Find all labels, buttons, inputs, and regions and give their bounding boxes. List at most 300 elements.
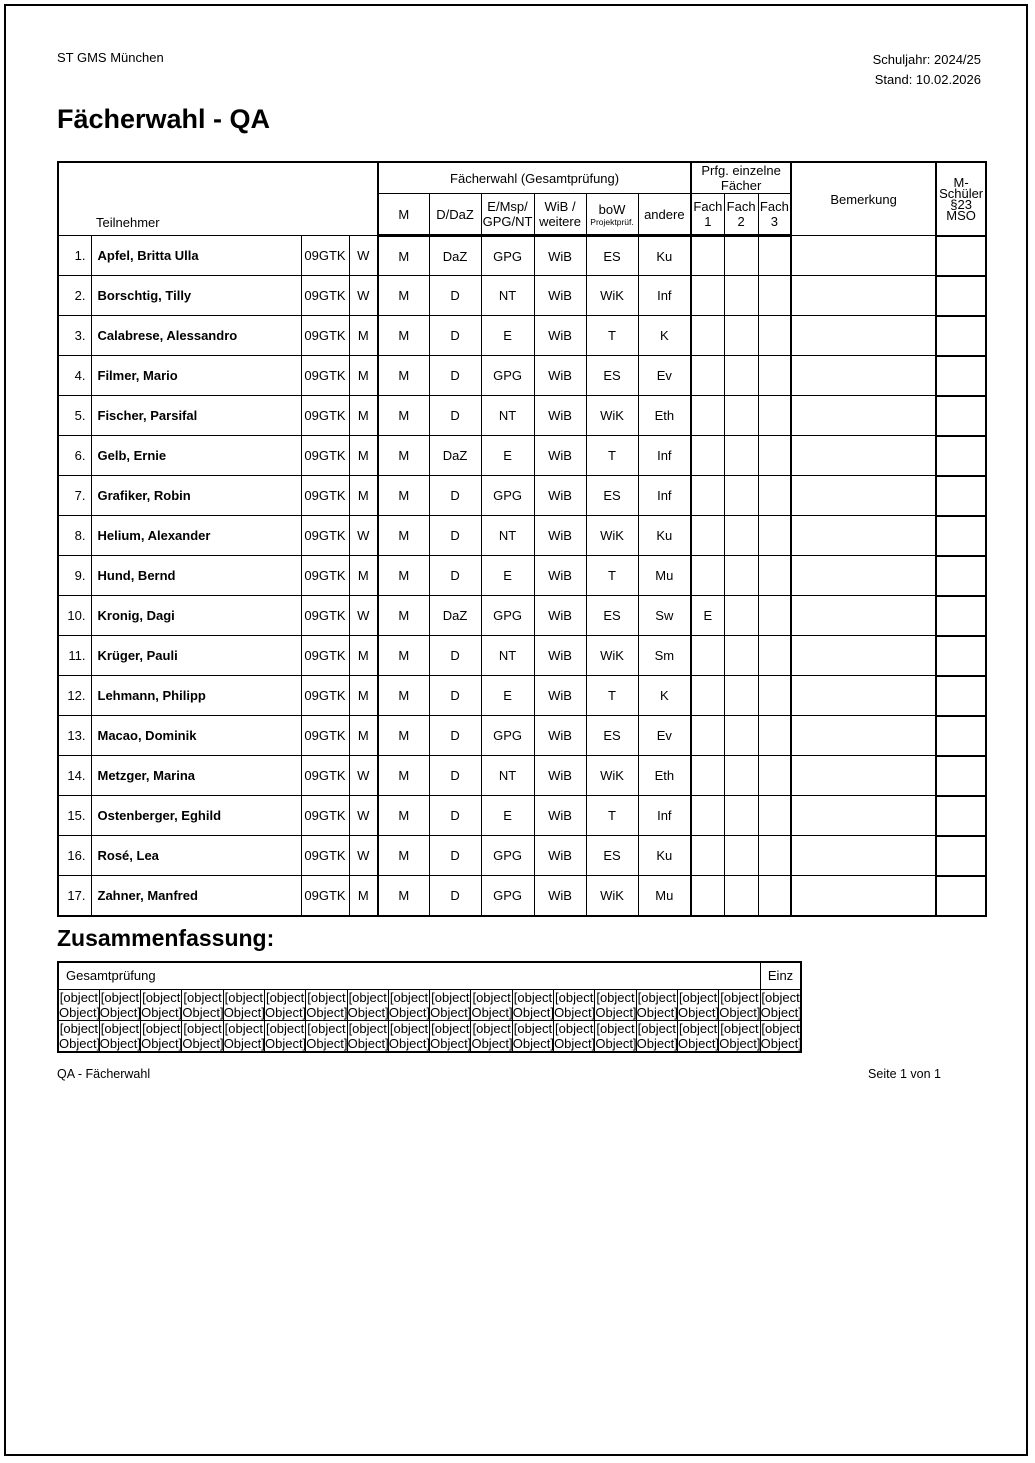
page-footer — [57, 1067, 985, 1081]
student-row — [58, 836, 986, 876]
row-number: 12. — [58, 676, 91, 716]
bemerkung-cell — [791, 876, 936, 916]
student-gender: M — [349, 636, 378, 676]
fach-1-cell — [691, 836, 724, 876]
student-class: 09GTK — [301, 476, 349, 516]
col-header-wib-weitere: WiB / weitere — [534, 194, 586, 236]
student-name: Apfel, Britta Ulla — [91, 236, 301, 276]
subject-m: M — [378, 556, 429, 596]
subject-e-msp-gpg-nt: NT — [481, 636, 534, 676]
row-number: 7. — [58, 476, 91, 516]
summary-subject-count: [object Object] — [388, 1020, 431, 1051]
subject-d-daz: DaZ — [429, 436, 481, 476]
fach-3-cell — [758, 596, 791, 636]
subject-bow: WiK — [586, 876, 638, 916]
student-row — [58, 756, 986, 796]
bemerkung-cell — [791, 396, 936, 436]
summary-subject-count: [object Object] — [223, 1020, 265, 1051]
m-schueler-cell — [936, 636, 986, 676]
row-number: 1. — [58, 236, 91, 276]
summary-subject-label: [object Object] — [677, 989, 720, 1020]
school-year: Schuljahr: 2024/25 — [872, 52, 981, 67]
m-schueler-cell — [936, 596, 986, 636]
student-class: 09GTK — [301, 756, 349, 796]
subject-e-msp-gpg-nt: GPG — [481, 596, 534, 636]
m-schueler-cell — [936, 236, 986, 276]
summary-subject-label: [object Object] — [223, 989, 265, 1020]
summary-subject-count: [object Object] — [595, 1020, 637, 1051]
student-row — [58, 356, 986, 396]
subject-bow: WiK — [586, 276, 638, 316]
fach-3-cell — [758, 276, 791, 316]
student-class: 09GTK — [301, 236, 349, 276]
student-gender: W — [349, 756, 378, 796]
fach-2-cell — [724, 356, 758, 396]
subject-d-daz: D — [429, 636, 481, 676]
subject-d-daz: D — [429, 276, 481, 316]
bemerkung-cell — [791, 636, 936, 676]
subject-bow: WiK — [586, 636, 638, 676]
summary-subject-count: [object Object] — [636, 1020, 678, 1051]
col-header-fach-3: Fach 3 — [758, 194, 791, 236]
student-name: Gelb, Ernie — [91, 436, 301, 476]
subject-bow: WiK — [586, 756, 638, 796]
student-row — [58, 876, 986, 916]
row-number: 15. — [58, 796, 91, 836]
subject-m: M — [378, 596, 429, 636]
bemerkung-cell — [791, 436, 936, 476]
summary-subject-label: [object Object] — [388, 989, 431, 1020]
row-number: 2. — [58, 276, 91, 316]
subject-d-daz: D — [429, 556, 481, 596]
summary-subject-label: [object Object] — [306, 989, 348, 1020]
subject-wib: WiB — [534, 716, 586, 756]
summary-subject-count: [object Object] — [760, 1020, 802, 1051]
student-class: 09GTK — [301, 556, 349, 596]
student-class: 09GTK — [301, 796, 349, 836]
subject-e-msp-gpg-nt: GPG — [481, 716, 534, 756]
fach-1-cell — [691, 356, 724, 396]
subject-e-msp-gpg-nt: NT — [481, 396, 534, 436]
subject-andere: Mu — [638, 876, 691, 916]
col-header-fach-1: Fach 1 — [691, 194, 724, 236]
col-header-bow-projektpruefung: boW Projektprüf. — [586, 194, 638, 236]
m-schueler-cell — [936, 796, 986, 836]
summary-einz-label: Einz — [760, 962, 801, 990]
fach-1-cell — [691, 556, 724, 596]
subject-bow: T — [586, 796, 638, 836]
fach-3-cell — [758, 876, 791, 916]
m-schueler-cell — [936, 756, 986, 796]
summary-subject-count: [object Object] — [182, 1020, 224, 1051]
subject-wib: WiB — [534, 396, 586, 436]
student-gender: M — [349, 396, 378, 436]
subject-d-daz: D — [429, 516, 481, 556]
subject-andere: K — [638, 676, 691, 716]
subject-m: M — [378, 356, 429, 396]
summary-subject-count: [object Object] — [471, 1020, 513, 1051]
bemerkung-cell — [791, 796, 936, 836]
bemerkung-cell — [791, 236, 936, 276]
subject-d-daz: D — [429, 876, 481, 916]
col-header-e-msp-gpg-nt: E/Msp/ GPG/NT — [481, 194, 534, 236]
subject-wib: WiB — [534, 356, 586, 396]
fach-1-cell — [691, 756, 724, 796]
m-schueler-cell — [936, 316, 986, 356]
student-gender: M — [349, 716, 378, 756]
subject-e-msp-gpg-nt: NT — [481, 516, 534, 556]
student-class: 09GTK — [301, 436, 349, 476]
fach-1-cell — [691, 716, 724, 756]
col-header-m: M — [378, 194, 429, 236]
subject-andere: Inf — [638, 796, 691, 836]
student-row — [58, 396, 986, 436]
bemerkung-cell — [791, 556, 936, 596]
summary-subject-count: [object Object] — [719, 1020, 761, 1051]
summary-subject-label: [object Object] — [636, 989, 678, 1020]
student-gender: M — [349, 876, 378, 916]
fach-2-cell — [724, 676, 758, 716]
bemerkung-cell — [791, 596, 936, 636]
student-name: Grafiker, Robin — [91, 476, 301, 516]
subject-d-daz: D — [429, 796, 481, 836]
subject-e-msp-gpg-nt: NT — [481, 756, 534, 796]
summary-subject-label: [object Object] — [141, 989, 183, 1020]
m-schueler-cell — [936, 556, 986, 596]
fach-3-cell — [758, 396, 791, 436]
bemerkung-cell — [791, 756, 936, 796]
summary-subject-count: [object Object] — [264, 1020, 307, 1051]
subject-wib: WiB — [534, 516, 586, 556]
subject-m: M — [378, 316, 429, 356]
student-name: Ostenberger, Eghild — [91, 796, 301, 836]
subject-m: M — [378, 396, 429, 436]
subject-d-daz: D — [429, 316, 481, 356]
student-row — [58, 676, 986, 716]
row-number: 14. — [58, 756, 91, 796]
student-class: 09GTK — [301, 396, 349, 436]
subject-andere: Sm — [638, 636, 691, 676]
summary-subject-label: [object Object] — [59, 989, 101, 1020]
summary-subject-label: [object Object] — [595, 989, 637, 1020]
row-number: 5. — [58, 396, 91, 436]
student-class: 09GTK — [301, 676, 349, 716]
subject-e-msp-gpg-nt: GPG — [481, 876, 534, 916]
fach-2-cell — [724, 796, 758, 836]
student-class: 09GTK — [301, 596, 349, 636]
col-group-gesamtpruefung: Fächerwahl (Gesamtprüfung) — [378, 162, 691, 194]
subject-andere: K — [638, 316, 691, 356]
subject-e-msp-gpg-nt: E — [481, 676, 534, 716]
bemerkung-cell — [791, 516, 936, 556]
subject-m: M — [378, 796, 429, 836]
student-gender: W — [349, 596, 378, 636]
fach-2-cell — [724, 236, 758, 276]
fach-2-cell — [724, 316, 758, 356]
m-schueler-cell — [936, 356, 986, 396]
summary-subject-label: [object Object] — [264, 989, 307, 1020]
subject-andere: Ku — [638, 836, 691, 876]
fach-3-cell — [758, 236, 791, 276]
student-row — [58, 596, 986, 636]
fach-2-cell — [724, 836, 758, 876]
student-name: Calabrese, Alessandro — [91, 316, 301, 356]
student-name: Macao, Dominik — [91, 716, 301, 756]
subject-e-msp-gpg-nt: GPG — [481, 836, 534, 876]
subject-andere: Inf — [638, 476, 691, 516]
student-row — [58, 556, 986, 596]
student-gender: W — [349, 796, 378, 836]
student-gender: W — [349, 276, 378, 316]
subject-wib: WiB — [534, 236, 586, 276]
summary-subject-count: [object Object] — [554, 1020, 596, 1051]
table-group-header-row — [58, 162, 986, 194]
summary-subject-label: [object Object] — [471, 989, 513, 1020]
summary-subject-count: [object Object] — [677, 1020, 720, 1051]
subject-m: M — [378, 756, 429, 796]
subject-bow: ES — [586, 236, 638, 276]
row-number: 13. — [58, 716, 91, 756]
summary-subject-label: [object Object] — [347, 989, 389, 1020]
summary-subject-count: [object Object] — [141, 1020, 183, 1051]
fach-3-cell — [758, 716, 791, 756]
fach-1-cell — [691, 636, 724, 676]
subject-d-daz: D — [429, 836, 481, 876]
subject-e-msp-gpg-nt: E — [481, 436, 534, 476]
student-gender: M — [349, 556, 378, 596]
fach-2-cell — [724, 476, 758, 516]
student-gender: W — [349, 516, 378, 556]
student-class: 09GTK — [301, 516, 349, 556]
subject-bow: T — [586, 316, 638, 356]
subject-wib: WiB — [534, 276, 586, 316]
m-schueler-cell — [936, 716, 986, 756]
fach-1-cell — [691, 876, 724, 916]
summary-subject-count: [object Object] — [512, 1020, 554, 1051]
student-class: 09GTK — [301, 836, 349, 876]
summary-heading: Zusammenfassung: — [57, 924, 275, 951]
subject-andere: Ku — [638, 236, 691, 276]
fach-2-cell — [724, 436, 758, 476]
student-name: Fischer, Parsifal — [91, 396, 301, 436]
summary-subject-label: [object Object] — [512, 989, 554, 1020]
student-row — [58, 476, 986, 516]
fach-2-cell — [724, 276, 758, 316]
student-row — [58, 716, 986, 756]
subject-e-msp-gpg-nt: E — [481, 316, 534, 356]
page-title: Fächerwahl - QA — [57, 104, 271, 134]
subject-andere: Eth — [638, 756, 691, 796]
subject-wib: WiB — [534, 836, 586, 876]
summary-subject-label: [object Object] — [99, 989, 141, 1020]
m-schueler-cell — [936, 436, 986, 476]
fach-1-cell — [691, 236, 724, 276]
subject-d-daz: DaZ — [429, 596, 481, 636]
summary-count-row — [58, 1020, 801, 1052]
row-number: 6. — [58, 436, 91, 476]
fach-2-cell — [724, 396, 758, 436]
summary-subject-count: [object Object] — [430, 1020, 472, 1051]
subject-d-daz: D — [429, 756, 481, 796]
student-gender: M — [349, 316, 378, 356]
bemerkung-cell — [791, 276, 936, 316]
summary-gesamtpruefung-label: Gesamtprüfung — [58, 962, 760, 990]
row-number: 8. — [58, 516, 91, 556]
subject-wib: WiB — [534, 476, 586, 516]
student-gender: W — [349, 836, 378, 876]
row-number: 11. — [58, 636, 91, 676]
subject-bow: WiK — [586, 396, 638, 436]
bemerkung-cell — [791, 676, 936, 716]
fach-2-cell — [724, 756, 758, 796]
subject-wib: WiB — [534, 876, 586, 916]
subject-andere: Mu — [638, 556, 691, 596]
m-schueler-cell — [936, 396, 986, 436]
student-row — [58, 796, 986, 836]
row-number: 9. — [58, 556, 91, 596]
summary-subject-label: [object Object] — [554, 989, 596, 1020]
subject-andere: Inf — [638, 276, 691, 316]
subject-andere: Inf — [638, 436, 691, 476]
subject-andere: Eth — [638, 396, 691, 436]
student-name: Rosé, Lea — [91, 836, 301, 876]
summary-subject-label: [object Object] — [430, 989, 472, 1020]
student-name: Borschtig, Tilly — [91, 276, 301, 316]
summary-subject-count: [object Object] — [59, 1020, 101, 1051]
mso-line-4: MSO — [946, 207, 976, 223]
bemerkung-cell — [791, 836, 936, 876]
fach-3-cell — [758, 516, 791, 556]
fach-3-cell — [758, 356, 791, 396]
fach-3-cell — [758, 836, 791, 876]
subject-bow: ES — [586, 716, 638, 756]
student-row — [58, 516, 986, 556]
faecherwahl-table — [57, 161, 987, 917]
student-class: 09GTK — [301, 316, 349, 356]
fach-1-cell — [691, 796, 724, 836]
subject-m: M — [378, 716, 429, 756]
mso-line-2: Schüler — [939, 185, 984, 201]
student-name: Zahner, Manfred — [91, 876, 301, 916]
subject-wib: WiB — [534, 596, 586, 636]
subject-bow: T — [586, 436, 638, 476]
student-row — [58, 636, 986, 676]
student-name: Metzger, Marina — [91, 756, 301, 796]
subject-d-daz: D — [429, 716, 481, 756]
col-header-andere: andere — [638, 194, 691, 236]
summary-subject-label: [object Object] — [182, 989, 224, 1020]
subject-e-msp-gpg-nt: GPG — [481, 476, 534, 516]
row-number: 4. — [58, 356, 91, 396]
subject-wib: WiB — [534, 556, 586, 596]
subject-bow: T — [586, 676, 638, 716]
report-date: Stand: 10.02.2026 — [874, 72, 981, 87]
subject-wib: WiB — [534, 636, 586, 676]
header-meta — [873, 50, 985, 90]
fach-2-cell — [724, 596, 758, 636]
summary-subject-count: [object Object] — [306, 1020, 348, 1051]
fach-2-cell — [724, 876, 758, 916]
subject-e-msp-gpg-nt: GPG — [481, 236, 534, 276]
fach-1-cell — [691, 396, 724, 436]
bemerkung-cell — [791, 476, 936, 516]
fach-1-cell — [691, 676, 724, 716]
student-gender: M — [349, 476, 378, 516]
fach-2-cell — [724, 636, 758, 676]
fach-2-cell — [724, 556, 758, 596]
school-name: ST GMS München — [57, 50, 164, 65]
summary-subject-label: [object Object] — [760, 989, 802, 1020]
fach-1-cell: E — [691, 596, 724, 636]
summary-subject-count: [object Object] — [347, 1020, 389, 1051]
fach-2-cell — [724, 716, 758, 756]
student-row — [58, 316, 986, 356]
subject-bow: WiK — [586, 516, 638, 556]
subject-wib: WiB — [534, 756, 586, 796]
report-page — [57, 0, 985, 1081]
row-number: 16. — [58, 836, 91, 876]
subject-d-daz: D — [429, 356, 481, 396]
subject-bow: ES — [586, 596, 638, 636]
subject-m: M — [378, 876, 429, 916]
summary-group-row — [58, 962, 801, 990]
subject-wib: WiB — [534, 676, 586, 716]
bemerkung-cell — [791, 316, 936, 356]
col-group-einzelne-faecher: Prfg. einzelne Fächer — [691, 162, 791, 194]
fach-1-cell — [691, 476, 724, 516]
student-class: 09GTK — [301, 276, 349, 316]
subject-wib: WiB — [534, 316, 586, 356]
col-header-bemerkung: Bemerkung — [791, 162, 936, 236]
fach-3-cell — [758, 676, 791, 716]
page-header — [57, 50, 985, 90]
fach-3-cell — [758, 756, 791, 796]
col-header-fach-2: Fach 2 — [724, 194, 758, 236]
subject-bow: T — [586, 556, 638, 596]
row-number: 10. — [58, 596, 91, 636]
fach-1-cell — [691, 516, 724, 556]
fach-1-cell — [691, 276, 724, 316]
fach-3-cell — [758, 316, 791, 356]
fach-3-cell — [758, 636, 791, 676]
m-schueler-cell — [936, 876, 986, 916]
student-gender: W — [349, 236, 378, 276]
subject-m: M — [378, 236, 429, 276]
subject-m: M — [378, 276, 429, 316]
subject-m: M — [378, 436, 429, 476]
subject-andere: Ev — [638, 716, 691, 756]
subject-bow: ES — [586, 356, 638, 396]
subject-m: M — [378, 476, 429, 516]
summary-table — [57, 961, 802, 1053]
subject-andere: Ev — [638, 356, 691, 396]
student-name: Helium, Alexander — [91, 516, 301, 556]
subject-m: M — [378, 676, 429, 716]
row-number: 3. — [58, 316, 91, 356]
student-class: 09GTK — [301, 716, 349, 756]
col-header-d-daz: D/DaZ — [429, 194, 481, 236]
subject-d-daz: D — [429, 476, 481, 516]
fach-1-cell — [691, 436, 724, 476]
subject-d-daz: DaZ — [429, 236, 481, 276]
subject-wib: WiB — [534, 796, 586, 836]
fach-3-cell — [758, 436, 791, 476]
subject-e-msp-gpg-nt: NT — [481, 276, 534, 316]
student-row — [58, 276, 986, 316]
summary-subject-row — [58, 989, 801, 1020]
student-gender: M — [349, 436, 378, 476]
subject-bow: ES — [586, 476, 638, 516]
